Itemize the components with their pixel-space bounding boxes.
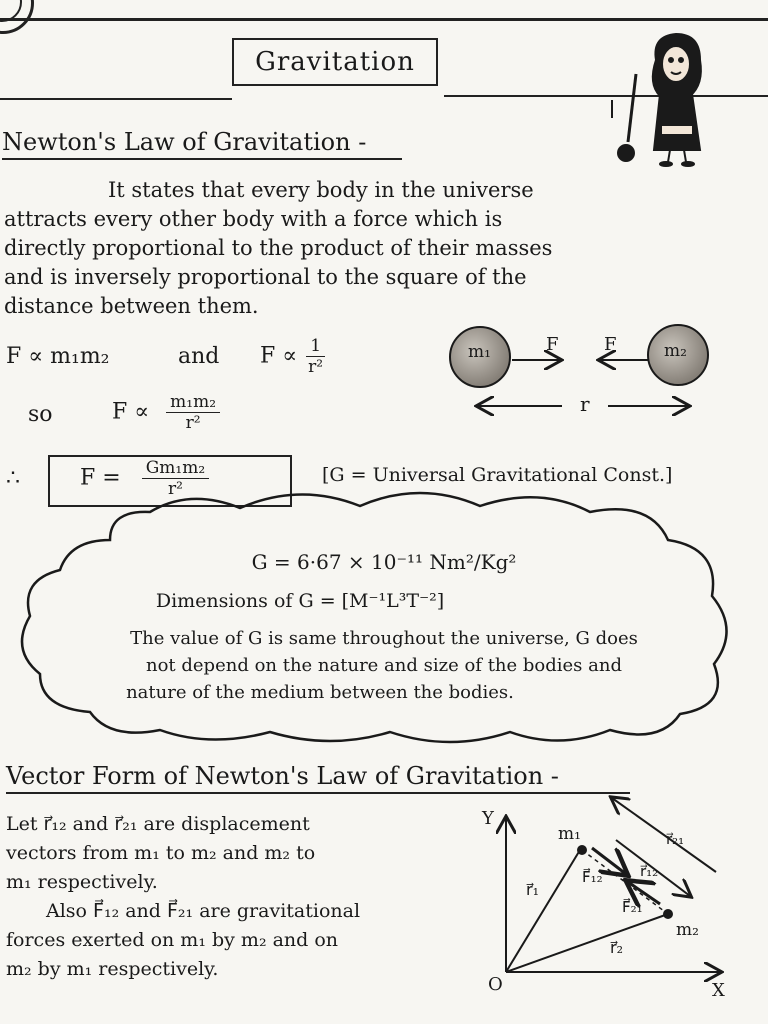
f-prop-label: F ∝ <box>112 399 150 425</box>
vector-label-r21: r⃗₂₁ <box>666 830 685 848</box>
fraction-numerator: Gm₁m₂ <box>142 458 209 479</box>
fraction-denominator: r² <box>167 479 183 499</box>
so-word: so <box>28 402 53 427</box>
vector-line: Let r⃗₁₂ and r⃗₂₁ are displacement <box>6 813 310 835</box>
mass-point-2 <box>663 909 673 919</box>
constant-note: [G = Universal Gravitational Const.] <box>322 464 673 486</box>
force-label-left: F <box>604 334 617 355</box>
mass-label-m2: m₂ <box>664 341 687 361</box>
vector-label-r1: r⃗₁ <box>526 880 539 899</box>
vector-line: forces exerted on m₁ by m₂ and on <box>6 929 339 951</box>
section-heading-text: Vector Form of Newton's Law of Gravitation - <box>6 762 559 790</box>
formula-lhs: F = <box>80 465 121 491</box>
y-axis-label: Y <box>482 808 494 829</box>
vector-explanation <box>6 810 456 984</box>
g-description-line: The value of G is same throughout the universe, G does <box>130 628 638 649</box>
fraction-denominator: r² <box>185 413 201 433</box>
vector-line: vectors from m₁ to m₂ and m₂ to <box>6 842 316 864</box>
vector-r21-arrow <box>612 798 716 872</box>
vector-line: Also F⃗₁₂ and F⃗₂₁ are gravitational <box>46 900 361 922</box>
law-line: It states that every body in the universe <box>108 178 534 202</box>
mass-label-m1: m₁ <box>468 342 491 362</box>
g-description-line: nature of the medium between the bodies. <box>126 682 514 703</box>
cloud-callout <box>22 493 727 742</box>
g-dimensions: Dimensions of G = [M⁻¹L³T⁻²] <box>155 590 445 612</box>
point-label-m1: m₁ <box>558 824 581 844</box>
proportionality-mass: F ∝ m₁m₂ <box>6 344 110 369</box>
mass-point-1 <box>577 845 587 855</box>
force-label-f21: F⃗₂₁ <box>622 898 643 916</box>
point-label-m2: m₂ <box>676 920 699 940</box>
law-line: attracts every other body with a force which is <box>4 207 503 231</box>
law-line: directly proportional to the product of their masses <box>4 236 553 260</box>
f-prop-label: F ∝ <box>260 343 298 369</box>
g-description-line: not depend on the nature and size of the bodies and <box>146 655 622 676</box>
distance-label: r <box>580 392 590 416</box>
vector-line: m₁ respectively. <box>6 871 158 893</box>
and-word: and <box>178 344 220 369</box>
vector-label-r2: r⃗₂ <box>610 938 623 957</box>
origin-label: O <box>488 974 503 995</box>
section-heading-text: Newton's Law of Gravitation - <box>2 128 367 156</box>
section-heading-vector-form <box>6 762 630 794</box>
therefore-symbol: ∴ <box>6 466 20 491</box>
law-line: and is inversely proportional to the square of the <box>4 265 527 289</box>
fraction-numerator: m₁m₂ <box>166 392 220 413</box>
force-label-right: F <box>546 334 559 355</box>
fraction-numerator: 1 <box>306 336 325 357</box>
page-title-text: Gravitation <box>255 47 415 77</box>
g-value: G = 6·67 × 10⁻¹¹ Nm²/Kg² <box>251 550 517 574</box>
position-vector-r1 <box>506 850 580 972</box>
vector-label-r12: r⃗₁₂ <box>640 862 659 880</box>
vector-line: m₂ by m₁ respectively. <box>6 958 219 980</box>
position-vector-r2 <box>506 914 668 972</box>
fraction-denominator: r² <box>308 357 324 377</box>
x-axis-label: X <box>712 980 725 1001</box>
law-line: distance between them. <box>4 294 259 318</box>
force-label-f12: F⃗₁₂ <box>582 868 603 886</box>
